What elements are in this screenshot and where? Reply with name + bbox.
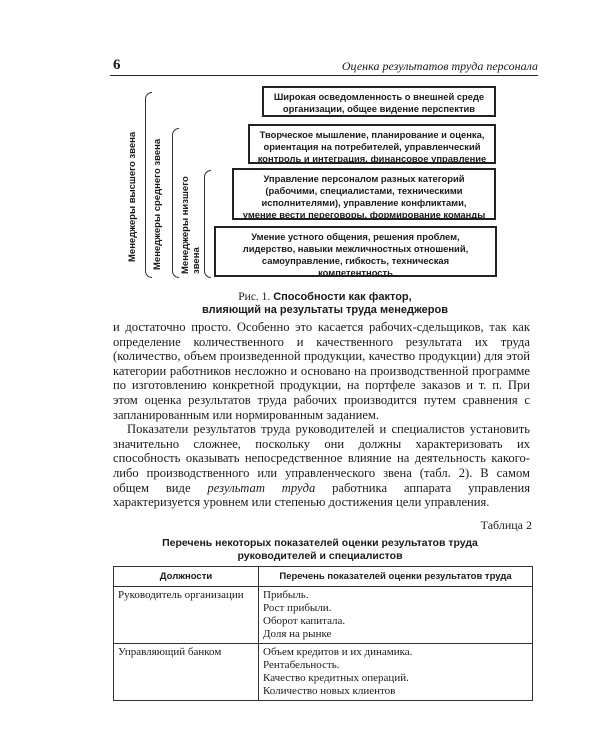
header-indicators: Перечень показателей оценки результатов труда: [259, 567, 533, 587]
level-label-middle: Менеджеры среднего звена: [152, 138, 163, 270]
figure-caption: [160, 291, 490, 317]
brace-middle: [172, 128, 179, 278]
table-number: Таблица 2: [480, 518, 532, 532]
indicator-item: Оборот капитала.: [263, 615, 346, 627]
level-label-junior: Менеджеры низшего звена: [180, 176, 202, 274]
indicator-item: Качество кредитных операций.: [263, 672, 409, 684]
ability-box-2: Творческое мышление, планирование и оценка, ориентация на потребителей, управленческий контроль и интеграция, финансовое управление: [248, 124, 496, 164]
indicator-item: Рентабельность.: [263, 659, 340, 671]
indicators-cell: [259, 644, 533, 701]
indicators-cell: [259, 587, 533, 644]
caption-line-1: Способности как фактор,: [273, 291, 412, 303]
level-label-senior: Менеджеры высшего звена: [127, 131, 138, 262]
indicator-item: Доля на рынке: [263, 628, 332, 640]
paragraph-2-italic: результат труда: [207, 480, 316, 495]
indicator-item: Объем кредитов и их динамика.: [263, 646, 413, 658]
indicator-item: Прибыль.: [263, 589, 309, 601]
brace-junior: [204, 170, 211, 278]
position-cell: Управляющий банком: [114, 644, 259, 701]
header-divider: [110, 75, 538, 76]
ability-box-1: Широкая осведомленность о внешней среде организации, общее видение перспектив: [262, 86, 496, 117]
ability-box-3: Управление персоналом разных категорий (рабочими, специалистами, техническими исполнителями), управление конфликтами, умение вести переговоры, формирование команды: [232, 168, 496, 220]
running-title: Оценка результатов труда персонала: [341, 59, 538, 73]
body-text: [113, 320, 530, 510]
caption-prefix: Рис. 1.: [238, 291, 271, 303]
paragraph-1: и достаточно просто. Особенно это касается рабочих-сдельщиков, так как определение количественного и качественного результата их труда (количество, объем произведенной продукции, качество продукции) для этой категории работников несложно и основано на производственной программе по изготовлению конкретной продукции, на портфеле заказов и т. п. При этом оценка результатов труда рабочих производится путем сравнения с запланированным или нормированным заданием.: [113, 320, 530, 422]
table-title-line-2: руководителей и специалистов: [237, 549, 403, 562]
header-positions: Должности: [114, 567, 259, 587]
page-number: 6: [113, 57, 121, 73]
table-title: [140, 537, 500, 562]
table-title-line-1: Перечень некоторых показателей оценки результатов труда: [162, 537, 478, 549]
indicators-table: [113, 566, 533, 701]
paragraph-2-start: Показатели результатов труда руководителей и специалистов установить значительно сложнее, поскольку они должны характеризовать их способность оказывать непосредственное влияние на деятельность какого-либо производственного или управленческого звена (табл. 2). В самом общем виде: [113, 422, 530, 495]
indicator-item: Рост прибыли.: [263, 602, 332, 614]
position-cell: Руководитель организации: [114, 587, 259, 644]
ability-box-4: Умение устного общения, решения проблем, лидерство, навыки межличностных отношений, самоуправление, гибкость, техническая компетентность: [214, 226, 497, 277]
brace-senior: [145, 92, 152, 278]
caption-line-2: влияющий на результаты труда менеджеров: [202, 304, 448, 316]
table-header-row: [114, 567, 533, 587]
table-row: [114, 644, 533, 701]
paragraph-2-end: работника аппарата управления характеризуется уровнем или степенью достижения цели управления.: [113, 480, 530, 510]
table-row: [114, 587, 533, 644]
paragraph-2: [113, 422, 530, 510]
indicator-item: Количество новых клиентов: [263, 685, 396, 697]
